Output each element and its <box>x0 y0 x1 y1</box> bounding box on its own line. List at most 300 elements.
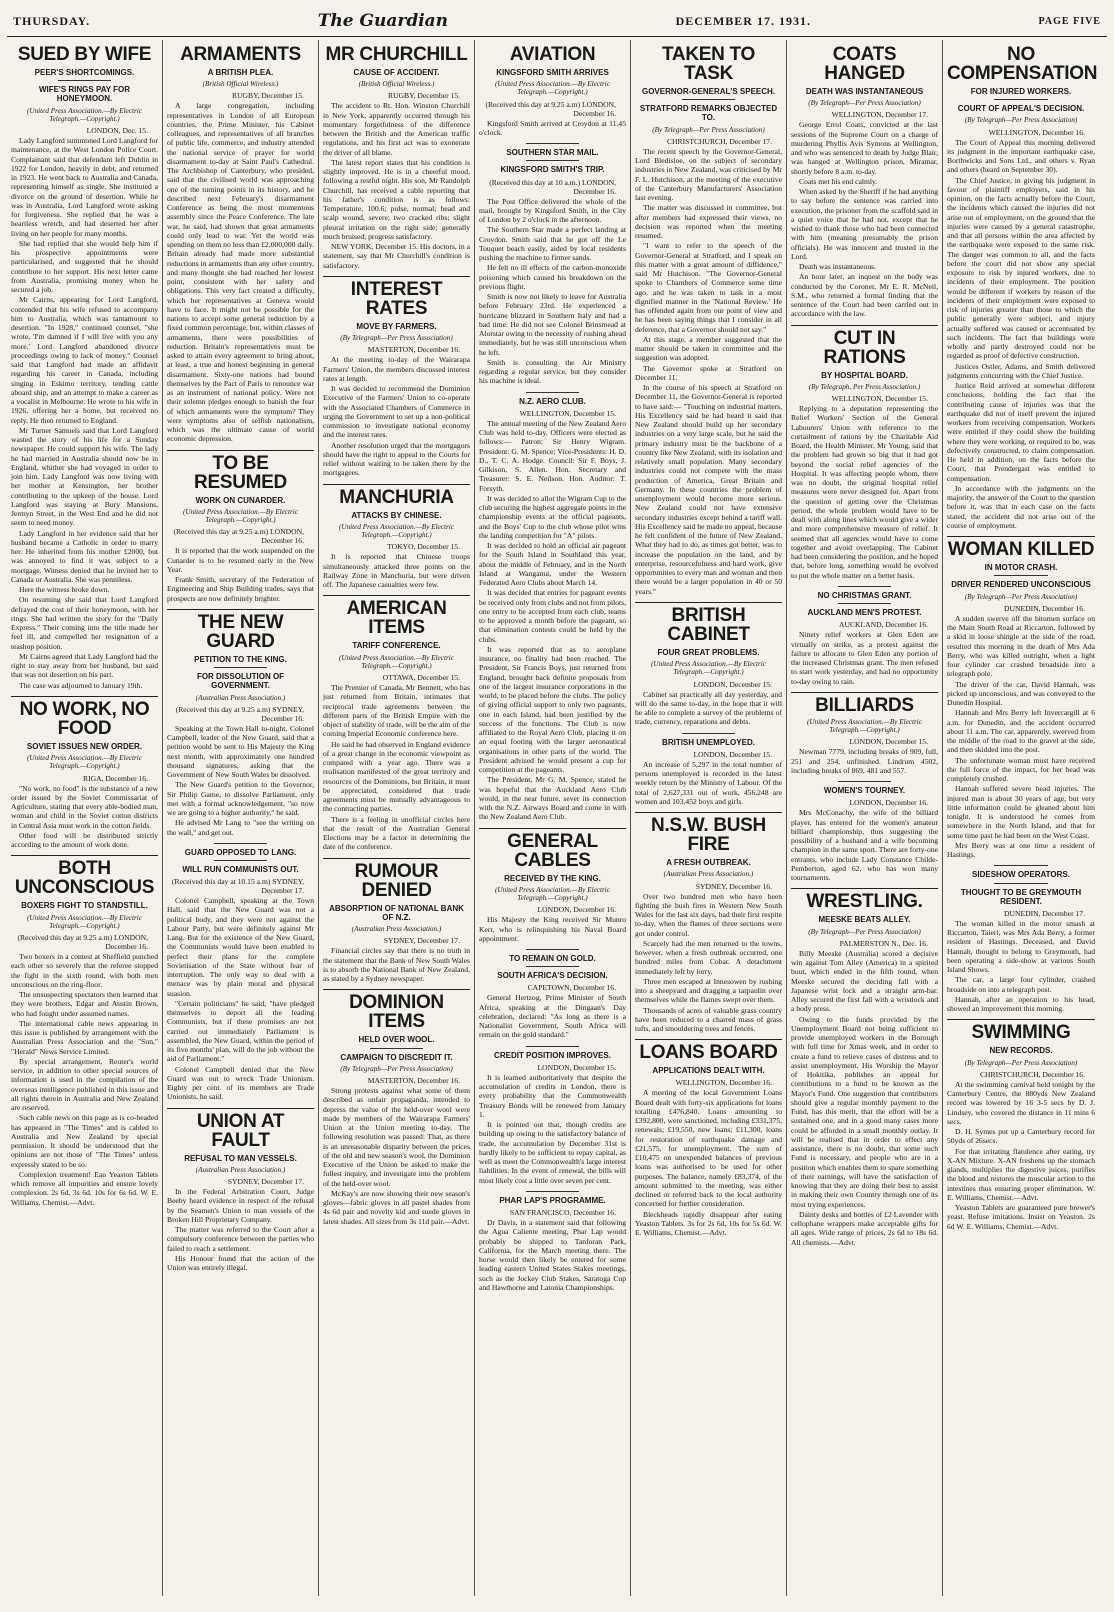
article-subheading: FOR INJURED WORKERS. <box>970 87 1072 96</box>
article-credit: (Australian Press Association.) <box>351 925 442 934</box>
article-dateline: MASTERTON, December 16. <box>367 1076 460 1085</box>
article-paragraph: The Governor spoke at Stratford on December 11. <box>635 363 782 382</box>
article-paragraph: The Premier of Canada, Mr Bennett, who has just returned from Britain, intimates that reciprocal trade agreements between the different parts of the British Empire with the object of stability of trade, will be the aim of the coming Imperial Economic conference here. <box>323 683 470 739</box>
article-paragraph: He advised Mr Lang to "see the writing on the wall," and get out. <box>167 818 314 837</box>
article <box>635 602 782 727</box>
article-paragraph: Such cable news on this page as is co-headed has appeared in "The Times" and is cabled to Australia and New Zealand by special permission. It should be understood that the opinions are not those of "The Times" unless expressly stated to be so. <box>11 1113 158 1169</box>
article-body <box>323 673 470 852</box>
article-body <box>635 882 782 1034</box>
article-headline: SUED BY WIFE <box>17 44 152 65</box>
article-paragraph: The recent speech by the Governor-General, Lord Bledisloe, on the subject of secondary industries in New Zealand, was criticised by Mr F. L. Hutchison, at the meeting of the executive of the Canterbury Manufacturers' Association last evening. <box>635 146 782 203</box>
article-credit: (By Telegraph—Per Press Association) <box>340 334 453 343</box>
article-headline: COATS HANGED <box>824 44 905 84</box>
article-paragraph: His Majesty the King received Sir Munro Kerr, who is relinquishing his Naval Board appointment. <box>479 915 626 943</box>
article-subheading: ABSORPTION OF NATIONAL BANK OF N.Z. <box>329 903 464 922</box>
article-subheading: GUARD OPPOSED TO LANG. <box>184 847 297 857</box>
article-body <box>479 1063 626 1185</box>
article-headline: LOANS BOARD <box>635 1039 782 1062</box>
article-paragraph: Mr Cairns, appearing for Lord Langford, contended that his wife refused to accompany him to Australia, which was tantamount to desertion. "In 1928," continued counsel, "she wrote, 'I'm damned if I will live with you any more.' Lord Langford abandoned divorce proceedings owing to lack of money." Counsel said that Langford had made an affidavit regarding his career in Canada, including singing in Eskimo territory, tending cattle aboard ship, and an attempt to make a career as a vocalist in Melbourne. He wrote to his wife in 1926, offering her a home, but received no reply. He then returned to England. <box>11 295 158 425</box>
article-credit: (United Press Association.—By Electric Telegraph.—Copyright.) <box>651 660 766 677</box>
article-body <box>323 345 470 477</box>
article-credit: (United Press Association.—By Electric Telegraph.—Copyright.) <box>27 754 142 771</box>
article-body <box>947 1070 1095 1231</box>
article-paragraph: Mrs Berry was at one time a resident of Hastings. <box>947 840 1095 860</box>
article-paragraph: It is pointed out that, though credits are building up owing to the satisfactory balance of trade, the accumulation by December 31st is hardly likely to be sufficient to repay capital, as well as meet the Commonwealth's large interest liabilities. In the event of renewal, the bills will most likely cost a little over seven per cent. <box>479 1120 626 1185</box>
article-paragraph: Replying to a deputation representing the Relief Workers' Section of the General Labourers' Union with reference to the curtailment of rations by the Charitable Aid Board, the Health Minister, Mr Young, said that the problem had grown so big that it had got beyond the social relief agencies of the Hospital. It was affecting people whom, there was no doubt, the original hospital relief measures were never designed for. Apart from the question of getting over the Christmas period, the whole problem would have to be dealt with along lines which would give a wider and more comprehensive measure of relief. It seemed that all agencies would have to come together and avoid overlapping. The Cabinet had been considering the position, and he hoped that, before long, something would be evolved to put the whole matter on a better basis. <box>791 404 938 580</box>
article-body <box>167 705 314 837</box>
article-subheading: FOR DISSOLUTION OF GOVERNMENT. <box>196 672 285 691</box>
masthead-day: THURSDAY. <box>13 13 91 28</box>
article-subheading: MEESKE BEATS ALLEY. <box>818 915 911 925</box>
article-paragraph: Strong protests against what some of them described as unfair propaganda, intended to depress the value of the held-over wool were made by members of the Wairarapa Farmers' Union at the Union meeting to-day. The following resolution was passed: That, as there is an unreasonable disparity between the prices of the old and new season's wool, the Dominion Executive of the Union be asked to make the fullest inquiry, and investigate into the problem of the held-over wool. <box>323 1086 470 1188</box>
article-paragraph: There is a feeling in unofficial circles here that the result of the Australian General Elections may be a factor in determining the date of the conference. <box>323 814 470 852</box>
article-paragraph: Complexion treatment! Eau Yeaston Tablets which remove all impurities and ensure lovely complexion. 2s 6d, 3s 6d. 10s for 6s 6d. W. E. Williams, Chemist.—Advt. <box>11 1169 158 1207</box>
article-dateline: TOKYO, December 15. <box>387 542 460 552</box>
column-5 <box>631 40 787 1596</box>
article-subheading: THOUGHT TO BE GREYMOUTH RESIDENT. <box>960 887 1082 906</box>
article-subheading: CAMPAIGN TO DISCREDIT IT. <box>340 1052 453 1062</box>
article-headline: NO WORK, NO FOOD <box>11 696 158 738</box>
article-paragraph: He felt no ill effects of the carbon-monoxide poisoning which caused his breakdown on the previous flight. <box>479 263 626 291</box>
article-paragraph: When asked by the Sheriff if he had anything to say before the sentence was carried into execution, the prisoner from the scaffold said in a quiet voice that he had not, except that he wished to thank those who had been connected with him (meaning presumably the prison officials). He was innocent and trusted in the Lord. <box>791 187 938 261</box>
article-paragraph: The accident to Rt. Hon. Winston Churchill in New York, apparently occurred through his momentary forgetfulness of the difference between the British and the American traffic regulations, and his first act was to exonerate the driver of all blame. <box>323 101 470 157</box>
article-paragraph: Hannah suffered severe head injuries. The injured man is about 30 years of age, but very little information could be gleaned about him tonight. It is understood he comes from somewhere in the North Island, and that for some time past he had been on the West Coast. <box>947 784 1095 840</box>
article-dateline: PALMERSTON N., Dec. 16. <box>839 938 928 948</box>
article-subheading: TARIFF CONFERENCE. <box>352 641 441 651</box>
divider-rule <box>526 392 579 393</box>
article-credit: (United Press Association.—By Electric Telegraph.—Copyright.) <box>339 653 454 670</box>
article-paragraph: She had replied that she would help him if his prospective appointments were particularised, and suggested that he should contribute to her support. His next letter came from Australia, promising money when he secured a job. <box>11 238 158 295</box>
article-dateline: RUGBY, December 15. <box>232 91 304 101</box>
article-body <box>323 542 470 589</box>
article-paragraph: It was decided that entries for pageant events be received only from clubs and not from pilots, one entry to be accepted from each club, teams to be approved a month before the pageant, so that elimination contests could be held by the clubs. <box>479 588 626 644</box>
article-credit: (Australian Press Association.) <box>195 1165 286 1174</box>
article <box>635 1039 782 1237</box>
article-dateline: LONDON, December 15. <box>693 679 772 689</box>
article-dateline: SYDNEY, December 16. <box>695 881 772 891</box>
article-paragraph: The matter was discussed in committee, but after members had expressed their views, no decision was reported when the meeting resumed. <box>635 203 782 241</box>
article-paragraph: Thousands of acres of valuable grass country have been reduced to a charred mass of grass tufts, and smouldering trees and fences. <box>635 1005 782 1033</box>
article-body <box>791 620 938 686</box>
article-body <box>479 905 626 943</box>
article-paragraph: The case was adjourned to January 19th. <box>19 680 143 690</box>
article-paragraph: It is reported that the work suspended on the Cunarder is to be resumed early in the New Year. <box>167 546 314 574</box>
article-credit: (United Press Association.—By Electric Telegraph.—Copyright.) <box>495 80 610 97</box>
article-body <box>635 680 782 727</box>
article-dateline: RUGBY, December 15. <box>388 91 460 101</box>
article-paragraph: Lady Langford in her evidence said that her husband became a Catholic in order to marry her. He inherited from his mother £2000, but was annoyed to find it was subject to a mortgage. Witness denied that he invited her to Canada or Australia. She was penniless. <box>11 528 158 584</box>
article-subheading: PEER'S SHORTCOMINGS. <box>34 68 135 77</box>
article-headline: INTEREST RATES <box>323 276 470 318</box>
article-dateline: WELLINGTON, December 15. <box>831 394 928 404</box>
newspaper-page <box>7 6 1107 1596</box>
divider-rule <box>526 966 579 967</box>
article-paragraph: The car, a large four cylinder, crashed broadside on into a telegraph post. <box>947 975 1095 994</box>
article-dateline: CHRISTCHURCH, December 16. <box>979 1069 1085 1079</box>
article-subheading: BY HOSPITAL BOARD. <box>821 370 908 380</box>
masthead <box>7 6 1107 37</box>
divider-rule <box>682 733 735 734</box>
article-body <box>323 1076 470 1226</box>
article-dateline: SAN FRANCISCO, December 16. <box>509 1208 616 1218</box>
article-credit: (By Telegraph, Per Press Association.) <box>808 382 921 391</box>
article-paragraph: "No work, no food" is the substance of a new order issued by the Soviet Commissariat of Agriculture, stating that every able-bodied man, woman and child in the Soviet cotton districts in Central Asia must work in the cotton fields. <box>11 783 158 830</box>
article <box>947 536 1095 859</box>
article-dateline: WELLINGTON, December 17. <box>831 110 928 120</box>
article-dateline: SYDNEY, December 17. <box>383 936 460 946</box>
article-body <box>635 137 782 596</box>
article-credit: (By Telegraph—Per Press Association) <box>652 125 765 134</box>
article-dateline: WELLINGTON, December 15. <box>519 408 616 418</box>
article-dateline: (Received this day at 9.25 a.m) SYDNEY, December 16. <box>175 704 304 723</box>
article <box>323 484 470 590</box>
column-2 <box>163 40 319 1596</box>
article-credit: (By Telegraph—Per Press Association) <box>808 927 921 936</box>
article-dateline: LONDON, December 16. <box>537 905 616 915</box>
article-dateline: LONDON, Dec. 15. <box>86 126 148 136</box>
article-paragraph: Here the witness broke down. <box>19 585 110 595</box>
article <box>479 1191 626 1292</box>
article-paragraph: Death was instantaneous. <box>799 262 876 272</box>
article-dateline: (Received this day at 9.25 a.m) LONDON, December 16. <box>485 99 616 118</box>
article-paragraph: A meeting of the local Government Loans Board dealt with forty-six applications for loans totalling £476,840. Loans amounting to £392,800, were sanctioned, including £331,375, renewals; £19,550, new loans; £11,300, loans for restoration of earthquake damage and £21,575, for unemployment. The sum of £10,475 on unexpended balances of previous loans was authorised to be used for other purposes. The balance, namely £83,374, of the amount submitted to the meeting, was either declined or referred back to the local authority concerned for further consideration. <box>635 1088 782 1209</box>
article-body <box>947 128 1095 531</box>
article <box>635 42 782 596</box>
article-subheading: NO CHRISTMAS GRANT. <box>817 590 912 600</box>
article-subheading: DRIVER RENDERED UNCONSCIOUS <box>951 580 1091 590</box>
article-body <box>167 1177 314 1272</box>
article-paragraph: Billy Meeske (Australia) scored a decisive win against Tom Alley (America) in a spirited bout, which ended in the fifth round, when Meeske secured the deciding fall with a Japanese wrist lock and a straight arm-bar. Alley secured the first fall with a wristlock and a body press. <box>791 948 938 1014</box>
article-paragraph: Dr Davis, in a statement said that following the Agua Caliente meeting, Phar Lap would probably be shipped to Tanforan Park, California, for the March meeting there. The horse would then likely be entered for some leading eastern United States Stakes meetings, such as the Jockey Club Stakes, Saratoga Cup and Hawthorne and Latonia Championships. <box>479 1218 626 1292</box>
article-paragraph: Three men escaped at Innesowen by rushing into a sheepyard and dragging a tarpaulin over themselves while the flames swept over them. <box>635 976 782 1005</box>
article-headline: BILLIARDS <box>791 692 938 715</box>
article-body <box>323 91 470 270</box>
column-6 <box>787 40 943 1596</box>
article-subheading: GOVERNOR-GENERAL'S SPEECH. <box>641 87 776 96</box>
article <box>11 42 158 690</box>
article-subheading: KINGSFORD SMITH'S TRIP. <box>500 165 605 175</box>
article-paragraph: The Court of Appeal this morning delivered its judgment in the important earthquake case, Borthwicks and Sons Ltd., and others v. Ryan and others (heard on September 30). <box>947 137 1095 175</box>
article <box>947 42 1098 530</box>
column-4 <box>475 40 631 1596</box>
article <box>479 1046 626 1185</box>
article <box>479 949 626 1040</box>
article-paragraph: Lady Langford summoned Lord Langford for maintenance, at the West London Police Court. Complainant said that defendant left Dublin in 1922 for London, heavily in debt, and returned in 1923. He went back to Australia and Canada, representing himself as single. She instituted a divorce on the ground of desertion. While he was in Australia, Lord Langford wrote asking for forgiveness. She replied that he was a heartless wretch, and had deserted her after living on her people for many months. <box>11 136 158 238</box>
article-paragraph: At the meeting to-day of the Wairarapa Farmers' Union, the members discussed interest rates at length. <box>323 355 470 383</box>
article-headline: UNION AT FAULT <box>167 1108 314 1150</box>
article-subheading: ATTACKS BY CHINESE. <box>351 510 442 520</box>
article <box>791 586 938 686</box>
article-subheading: DEATH WAS INSTANTANEOUS <box>805 87 924 96</box>
article-paragraph: Colonel Campbell, speaking at the Town Hall, said that the New Guard was not a political body, and they were not against the Labour Party, but were definitely against Mr Lang. But for the existence of the New Guard, the Communists would have been enabled to perfect their plans for the complete Sovietisation of the State without fear of interruption. The only way to deal with a menace was by plain moral and physical suasion. <box>167 896 314 998</box>
article-paragraph: "I want to refer to the speech of the Governor-General at Stratford, and I speak on this matter with a great amount of diffidence," said Mr Hutchison. "The Governor-General spoke to Chambers of Commerce some time ago, and he was taken to task in a most dignified manner in the 'National Review.' He has offended again from our point of view and he has been saying things that I consider in all deference, that a Governor should not say." <box>635 241 782 334</box>
article-body <box>479 983 626 1039</box>
article-dateline: OTTAWA, December 15. <box>382 673 460 683</box>
article-paragraph: George Errol Coats, convicted at the last sessions of the Supreme Court on a charge of murdering Phyllis Avis Symons at Wellington, and who was sentenced to death by Judge Blair, was hanged at Wellington prison, Miramar, shortly before 8 a.m. to-day. <box>791 120 938 176</box>
article-subheading: NEW RECORDS. <box>989 1046 1053 1056</box>
article-credit: (By Telegraph—Per Press Association) <box>964 592 1078 601</box>
article-paragraph: Smith is consulting the Air Ministry regarding a regular service, but they consider his machine is ideal. <box>479 357 626 386</box>
article-subheading: CREDIT POSITION IMPROVES. <box>494 1050 611 1060</box>
divider-rule <box>838 603 891 604</box>
article-paragraph: The matter was referred to the Court after a compulsory conference between the parties who failed to reach a settlement. <box>167 1225 314 1253</box>
column-1 <box>7 40 163 1596</box>
article-paragraph: The President, Mr G. M. Spence, stated he was hopeful that the Auckland Aero Club would, in the near future, sever its connection with the N.Z. Airways Board and come in with the New Zealand Aero Club. <box>479 775 626 822</box>
article <box>479 42 626 137</box>
article-paragraph: It was reported that as to aeroplane insurance, no finality had been reached. The President, Sir Francis Boys, just returned from England, brought back definite proposals from one of the largest insurance corporations in the world, to be placed before the clubs. The policy of giving official support to only two pageants, one in each Island, had been justified by the success of the functions. The Club is now affiliated to the Royal Aero Club, placing it on an equal footing with the larger aeronautical organisations in other parts of the world. The President advised he would present a cup for competition at the pageants. <box>479 644 626 775</box>
article-subheading: REFUSAL TO MAN VESSELS. <box>184 1153 297 1163</box>
divider-rule <box>994 575 1047 576</box>
article-body <box>167 91 314 443</box>
article-subheading: SOUTHERN STAR MAIL. <box>506 148 599 158</box>
article-headline: THE NEW GUARD <box>167 609 314 651</box>
article-paragraph: Dainty desks and bottles of £2 Lavender with cellophane wrappers make acceptable gifts for all ages. Wide range of prices, 2s 6d to 18s 6d. All chemists.—Advt. <box>791 1209 938 1247</box>
article-paragraph: General Hertzog, Prime Minister of South Africa, speaking at the Dingaan's Day celebration, declared: "As long as there is a Nationalist Government, South Africa will remain on the gold standard." <box>479 993 626 1040</box>
article-dateline: WELLINGTON, December 16. <box>988 127 1085 137</box>
article-paragraph: Justices Ostler, Adams, and Smith delivered judgments concurring with the Chief Justice. <box>947 361 1095 380</box>
article-subheading: MOVE BY FARMERS. <box>356 321 437 331</box>
divider-rule <box>994 99 1047 100</box>
masthead-date: DECEMBER 17. 1931. <box>675 13 811 28</box>
article-body <box>791 798 938 882</box>
article-dateline: (Received this day at 9.25 a.m) LONDON, December 16. <box>17 933 148 952</box>
article-subheading: A FRESH OUTBREAK. <box>666 858 751 868</box>
article-paragraph: By special arrangement, Reuter's world service, in addition to other special sources of information is used in the compilation of the overseas intelligence published in this issue and all rights therein in Australia and New Zealand are reserved. <box>11 1056 158 1113</box>
article-paragraph: At the swimming carnival held tonight by the Canterbury Centre, the 880yds New Zealand record was lowered by 16 3-5 secs by D. J. Lindsey, who covered the distance in 11 mins 6 secs. <box>947 1079 1095 1126</box>
divider-rule <box>838 586 891 587</box>
article-dateline: SYDNEY, December 17. <box>227 1177 304 1187</box>
article-subheading: PHAR LAP'S PROGRAMME. <box>499 1195 606 1205</box>
article-paragraph: The Post Office delivered the whole of the mail, brought by Kingsford Smith, in the City of London by 2 o'clock in the afternoon. <box>479 196 626 225</box>
article-subheading: SOVIET ISSUES NEW ORDER. <box>26 741 143 751</box>
article <box>323 42 470 270</box>
article-paragraph: Mr Cairns agreed that Lady Langford had the right to stay away from her husband, but said that was not desertion on his part. <box>11 651 158 680</box>
article-dateline: WELLINGTON, December 16. <box>675 1078 772 1088</box>
article-paragraph: Kingsford Smith arrived at Croydon at 11.45 o'clock. <box>479 118 626 137</box>
article-paragraph: It is learned authoritatively that despite the accumulation of credits in London, there is every probability that the Commonwealth Treasury Bonds will be renewed from January 1. <box>479 1072 626 1119</box>
article-dateline: MASTERTON, December 16. <box>367 345 460 355</box>
article-subheading: FOUR GREAT PROBLEMS. <box>657 647 760 657</box>
article-subheading: PETITION TO THE KING. <box>194 654 287 664</box>
article-headline: SWIMMING <box>947 1019 1095 1042</box>
divider-rule <box>526 1046 579 1047</box>
article-paragraph: Coats met his end calmly. <box>799 176 878 186</box>
article-headline: DOMINION ITEMS <box>323 989 470 1031</box>
article-body <box>167 877 314 1102</box>
article-credit: (Australian Press Association.) <box>195 693 286 702</box>
divider-rule <box>526 1191 579 1192</box>
masthead-page-number: PAGE FIVE <box>1038 15 1101 27</box>
article-paragraph: The latest report states that his condition is slightly improved. He is in a cheerful mood, following a restful night. His son, Mr Randolph Churchill, has received a cable reporting that his father's condition is as follows: Temperature, 100.6; pulse, normal; head and scalp wound, severe; two cracked ribs; slight pleural irritation on the right side; generally much bruised; progress satisfactory. <box>323 157 470 241</box>
article-credit: (By Telegraph—Per Press Association) <box>808 99 921 108</box>
article-body <box>791 394 938 580</box>
article-paragraph: In the course of his speech at Stratford on December 11, the Governor-General is reported to have said:— "Touching on industrial matters, His Excellency said he had heard it said that New Zealand should build up her secondary industries on a very large scale, but he said the primary industry must be the backbone of a country like New Zealand, with its isolation and relatively small population. Many secondary industries could not compete with the mass production of America, Great Britain and Germany. In these countries the problem of unemployment would become more serious. New Zealand could not have extensive secondary industries except behind a tariff wall. His Excellency said he made no appeal, because he felt confident of the future of New Zealand. What they had to do, as times got better, was to increase the population on the land, and by enterprise, resourcefulness and hard work, give opportunities to every man and woman and then there would be a larger population in 40 or 50 years." <box>635 383 782 596</box>
article-subheading: HELD OVER WOOL. <box>358 1035 435 1045</box>
article-subheading: STRATFORD REMARKS OBJECTED TO. <box>639 104 778 123</box>
article-paragraph: Over two hundred men who have been fighting the bush fires in Western New South Wales for the last six days, had their first respite to-day, when the flames of three sections were got under control. <box>635 891 782 938</box>
article-paragraph: Scarcely had the men returned to the towns, however, when a fresh outbreak occurred, one hundred miles from Cobar. A detachment immediately left by lorry. <box>635 938 782 976</box>
article <box>791 325 938 580</box>
article-body <box>635 750 782 806</box>
article-paragraph: D. H. Symes put up a Canterbury record for 50yds of 26secs. <box>947 1127 1095 1146</box>
article-dateline: (Received this day at 10 a.m.) LONDON, December 16. <box>489 177 616 196</box>
article-body <box>791 110 938 318</box>
article <box>167 843 314 1102</box>
article-dateline: RIGA, December 16. <box>83 773 148 783</box>
article <box>791 42 938 319</box>
article <box>479 143 626 385</box>
article-dateline: (Received this day at 10.15 a.m) SYDNEY, December 17. <box>171 877 304 896</box>
article-paragraph: The Southern Star made a perfect landing at Croydon. Smith said that he got off the Le Touquet beach easily, aided by local residents pushing the machine to firmer sands. <box>479 225 626 263</box>
article-credit: (By Telegraph—Per Press Association) <box>964 116 1078 125</box>
divider-rule <box>526 143 579 144</box>
divider-rule <box>526 949 579 950</box>
article <box>323 989 470 1225</box>
article-paragraph: It was decided to recommend the Dominion Executive of the Farmers' Union to co-operate with the Associated Chambers of Commerce in urging the Government to set up a non-political commission to investigate national economy and the interest rates. <box>323 384 470 440</box>
article-body <box>479 178 626 386</box>
article-credit: (British Official Wireless.) <box>358 80 435 89</box>
article <box>11 855 158 1207</box>
article-paragraph: Bleckheads rapidly disappear after eating Yeaston Tablets. 3s for 2s 6d, 10s for 5s 6d. W. E. Williams, Chemist.—Advt. <box>635 1209 782 1238</box>
article-headline: BOTH UNCONSCIOUS <box>11 855 158 897</box>
article <box>791 692 938 775</box>
article-paragraph: It was decided to hold an official air pageant for the South Island in Southland this year, about the middle of February, and in the North Island at Wanganui, under the Western Federated Aero Clubs about March 14. <box>479 541 626 588</box>
article-credit: (Australian Press Association.) <box>663 870 754 879</box>
divider-rule <box>994 865 1047 866</box>
article <box>635 733 782 806</box>
article-subheading: SOUTH AFRICA'S DECISION. <box>497 971 608 981</box>
article-paragraph: Frank Smith, secretary of the Federation of Engineering and Ship Building trades, says that prospects are now definitely brighter. <box>167 575 314 603</box>
article-paragraph: A sudden swerve off the bitumen surface on the Main South Road at Riccarton, followed by a skid in loose shingle at the side of the road, resulted this morning in the death of Mrs Ada Berry, who was killed outright, when a light four cylinder car crashed broadside into a telegraph pole. <box>947 613 1095 679</box>
article <box>323 276 470 478</box>
article-subheading: WORK ON CUNARDER. <box>195 495 286 505</box>
article-paragraph: It is reported that Chinese troops simultaneously attacked three points on the Railway Zone in Manchuria, but were driven off. The Japanese casualties were few. <box>323 552 470 590</box>
article-body <box>947 909 1095 1014</box>
column-3 <box>319 40 475 1596</box>
article <box>791 781 938 882</box>
article-paragraph: "Certain politicians" he said, "have pledged themselves to deport all the leading Communists, but if these promises are not carried out immediately Parliament is assembled, the New Guard, within the period of its five months' plan, will do the job without the aid of Parliament." <box>167 998 314 1064</box>
article-paragraph: On resuming she said that Lord Langford defrayed the cost of their honeymoon, with her rings. She had written the story for the "Daily Express." Their coming into the title made her feel ill, and compelled her resignation of a teashop position. <box>11 595 158 651</box>
article-headline: WRESTLING. <box>791 888 938 911</box>
article-paragraph: Yeaston Tablets are guaranteed pure brewer's yeast. Refuse imitations. Insist on Yeaston. 2s 6d W. E. Williams, Chemist.—Advt. <box>947 1203 1095 1231</box>
article <box>479 392 626 822</box>
article-credit: (By Telegraph—Per Press Association) <box>964 1058 1078 1067</box>
article-body <box>479 100 626 138</box>
article-credit: (By Telegraph—Per Press Association) <box>340 1064 453 1073</box>
article-paragraph: An hour later, an inquest on the body was conducted by the Coroner, Mr E. R. McNeil, S.M., who returned a formal finding that the sentence of the Court had been carried out in accordance with the law. <box>791 272 938 319</box>
article-subheading: WILL RUN COMMUNISTS OUT. <box>182 865 299 874</box>
article-headline: ARMAMENTS <box>180 44 301 65</box>
article-headline: GENERAL CABLES <box>479 828 626 870</box>
columns-container <box>7 40 1107 1596</box>
masthead-title: The Guardian <box>317 11 449 31</box>
article <box>791 888 938 1246</box>
article-paragraph: It was decided to allot the Wigram Cup to the club securing the highest aggregate points in the championship events at the official pageants, and the Boys' Cup to the club whose pilot wins the landing competition for "A" pilots. <box>479 493 626 540</box>
article-paragraph: An increase of 5,297 in the total number of persons unemployed is recorded in the latest weekly return by the Ministry of Labour. Of the total of 2,627,331 out of work, 456,248 are women and 103,452 boys and girls. <box>635 759 782 806</box>
article-dateline: DUNEDIN, December 16. <box>1004 603 1085 613</box>
article-body <box>479 409 626 822</box>
article <box>947 1019 1095 1230</box>
article <box>167 450 314 603</box>
article-paragraph: Cabinet sat practically all day yesterday, and will do the same to-day, in the hope that it will be able to complete a survey of the problems of trade, currency, reparations and debts. <box>635 689 782 727</box>
article-credit: (United Press Association.—By Electric Telegraph.—Copyright.) <box>27 106 142 123</box>
article-paragraph: He said he had observed in England evidence of a great change in the economic viewpoint as compared with a year ago. There was a realisation manifested of the great territory and resources of the Dominions, but Britain, it must be appreciated, considered that trade agreements must be mutually advantageous to the contracting parties. <box>323 739 470 814</box>
article-paragraph: Justice Reid arrived at somewhat different conclusions, holding the fact that the contributing cause of injuries was that the earthquake did not of itself prevent the injured workers from receiving compensation. Workers were entitled if they could show the building where they were working, or required to be, was defectively constructed, to claim compensation. He held in addition, on the facts before the Court, that Prendergast was entitled to compensation. <box>947 381 1095 483</box>
divider-rule <box>994 883 1047 884</box>
article <box>479 828 626 944</box>
article-paragraph: The unfortunate woman must have received the full force of the impact, for her head was completely crushed. <box>947 755 1095 784</box>
article-subheading: AUCKLAND MEN'S PROTEST. <box>807 608 922 618</box>
article <box>323 858 470 984</box>
article-headline: MR CHURCHILL <box>325 44 468 65</box>
article-paragraph: Owing to the funds provided by the Unemployment Board not being sufficient to provide unemployed workers in the Borough with full time for Xmas week, and in order to create a fund to relieve cases of distress and to assist unemployment, His Worship the Mayor of Hokitika, publishes an appeal for contributions to a fund to be known as the Mayor's Fund. One suggestion that contributors should give a regular monthly payment to the Fund, has this merit, that the effort will be a sustained one, and in a good many cases more could be afforded in a small monthly outlay. It will be realised that in order to effect any assistance, there is no doubt, that some such Fund is necessary, and people who are in a position which enables them to spare something of their earnings, will have the satisfaction of knowing that they are doing their best to assist in making their own Country through one of its most trying experiences. <box>791 1014 938 1209</box>
article-body <box>479 1208 626 1292</box>
article-paragraph: Another resolution urged that the mortgagors should have the right to appeal to the Courts for relief without waiting to be taken there by the mortgagees. <box>323 440 470 478</box>
article-paragraph: McKay's are now showing their new season's gloves—fabric gloves in all pastel shades from 4s 6d pair and novelty kid and suede gloves in latest shades. All sizes from 3s 11d pair.—Advt. <box>323 1188 470 1226</box>
article-subheading: BOXERS FIGHT TO STANDSTILL. <box>21 901 148 911</box>
article-paragraph: Smith is now not likely to leave for Australia before February 23rd. He experienced a hurricane blizzard in Southern Italy and had a bad time. He did not see Colonel Brinsmead at Alorstar owing to the necessity of rushing ahead immediately, but he was still unconscious when he left. <box>479 292 626 357</box>
article-paragraph: In the Federal Arbitration Court, Judge Beeby heard evidence in respect of the refusal by the Seamen's Union to man vessels of the Broken Hill Proprietary Company. <box>167 1187 314 1224</box>
article-body <box>11 774 158 850</box>
article-paragraph: The annual meeting of the New Zealand Aero Club was held to-day. Officers were elected as follows:— Patron: Sir Henry Wigram. President: G. M. Spence; Vice-Presidents: H. D. D., T. C. A. Hodge. Council: Sir F. Boys, J. Gilkison, S. Allen. Hon. Secretary and Treasurer: S. E. Neilson. Hon. Auditor: T. Forsyth. <box>479 418 626 493</box>
article-paragraph: A large congregation, including representatives in London of all European countries, the Prime Minister, his Cabinet colleagues, and representatives of all branches of public life, commerce, and industry attended the national service of prayer for world disarmament to-day at Saint Paul's Cathedral. The Archbishop of Canterbury, who presided, said that the civilised world was approaching one of the turning points in its history, and he described next February's disarmament Conference as being the most momentous assembly since the Peace Conference. The late war, he said, had shown that great armaments could only lead to war. Yet the world was spending on them no less than £2,000,000 daily. Britain already had made more substantial reductions in armaments than any other country, and many thought she had reached her lowest point, consistent with her safety and obligations. This very fact created a difficulty, which her representatives at Geneva would have to face. It might not be possible for the nations to accept some general reduction by a fixed common percentage, but, within classes of armaments, there were possibilities of reduction. Britain's representatives must be asked to attain every agreement to bring about, at least, a true and honest beginning in general disarmament. Sixty-one nations had bound themselves by the Pact of Paris to renounce war as an instrument of national policy. Were not their solemn pledges enough to banish the fear of which armaments were the symptom? They were symptoms also of selfish nationalism, which was the ultimate cause of world economic depression. <box>167 101 314 444</box>
article-dateline: AUCKLAND, December 16. <box>839 620 928 630</box>
article-paragraph: Other food will be distributed strictly according to the amount of work done. <box>11 830 158 850</box>
article <box>167 42 314 444</box>
article-subheading: SIDESHOW OPERATORS. <box>972 870 1070 880</box>
article-headline: AVIATION <box>509 44 596 65</box>
article <box>167 1108 314 1273</box>
article-body <box>791 939 938 1247</box>
article-credit: (United Press Association.—By Electric Telegraph.—Copyright.) <box>807 717 922 735</box>
article-subheading: TO REMAIN ON GOLD. <box>509 954 596 964</box>
article <box>635 812 782 1033</box>
article-paragraph: Mrs McConachy, the wife of the billiard player, has entered for the women's amateur billiard championship, thus suggesting the possibility of a husband and a wife becoming champion in the same sport. There are forty-one entrants, who include Lady Constance Childe-Pemberton, aged 62, who has won many tournaments. <box>791 808 938 883</box>
article-paragraph: Speaking at the Town Hall to-night, Colonel Campbell, leader of the New Guard, said that a petition would be sent to His Majesty the King next month, with approximately one hundred thousand signatures, asking that the Government of New South Wales be dissolved. <box>167 723 314 780</box>
article-headline: RUMOUR DENIED <box>323 858 470 900</box>
article-body <box>791 737 938 775</box>
article-paragraph: Ninety relief workers at Glen Eden are virtually on strike, as a protest against the failure to allocate to Glen Eden any portion of the increased Christmas grant. The men refused to start work yesterday, and had no opportunity to-day owing to rain. <box>791 630 938 686</box>
article-dateline: LONDON, December 15. <box>537 1062 616 1072</box>
article-headline: BRITISH CABINET <box>635 602 782 644</box>
article-subheading: WIFE'S RINGS PAY FOR HONEYMOON. <box>38 85 131 104</box>
article-credit: (British Official Wireless.) <box>202 80 279 89</box>
article-body <box>11 933 158 1207</box>
divider-rule <box>214 860 267 861</box>
article-paragraph: The New Guard's petition to the Governor, Sir Philip Game, to dissolve Parliament, only met with a formal acknowledgement, "so now we are going to a higher authority," he said. <box>167 780 314 818</box>
article-paragraph: Two boxers in a contest at Sheffield punched each other so severely that the referee stopped the fight in the sixth round, with both men unconscious on the ring-floor. <box>11 952 158 989</box>
article-credit: (United Press Association.—By Electric Telegraph.—Copyright.) <box>27 913 142 930</box>
article-paragraph: Newman 7779, including breaks of 909, full, 251 and 254, unfinished. Lindrum 4502, including breaks of 869, 481 and 557. <box>791 747 938 775</box>
article-body <box>323 936 470 983</box>
column-7 <box>943 40 1099 1596</box>
article-paragraph: In accordance with the judgments on the majority, the answer of the Court to the question before it, was that in each case on the facts stated, the accident did not arise out of the course of employment. <box>947 483 1095 530</box>
article <box>11 696 158 850</box>
article-dateline: DUNEDIN, December 17. <box>1004 908 1085 918</box>
divider-rule <box>214 843 267 844</box>
divider-rule <box>682 99 735 100</box>
article-paragraph: The driver of the car, David Hannah, was picked up unconscious, and was conveyed to the Dunedin Hospital. <box>947 679 1095 708</box>
article-dateline: (Received this day at 9.25 a.m) LONDON, December 16. <box>173 527 304 546</box>
article-headline: TAKEN TO TASK <box>662 44 755 84</box>
article-subheading: COURT OF APPEAL'S DECISION. <box>957 104 1085 114</box>
divider-rule <box>370 1048 423 1049</box>
article-subheading: BRITISH UNEMPLOYED. <box>662 737 755 747</box>
article-headline: CUT IN RATIONS <box>791 325 938 367</box>
article-paragraph: For that irritating flatulence after eating, try X-AN Mixture. X-AN freshens up the stomach glands, multiplies the digestive juices, purifies the blood and restores the muscular action to the intestines thus ensuring proper elimination. W. E. Williams, Chemist.—Advt. <box>947 1146 1095 1202</box>
article-headline: TO BE RESUMED <box>167 450 314 492</box>
article-headline: WOMAN KILLED <box>947 536 1095 559</box>
